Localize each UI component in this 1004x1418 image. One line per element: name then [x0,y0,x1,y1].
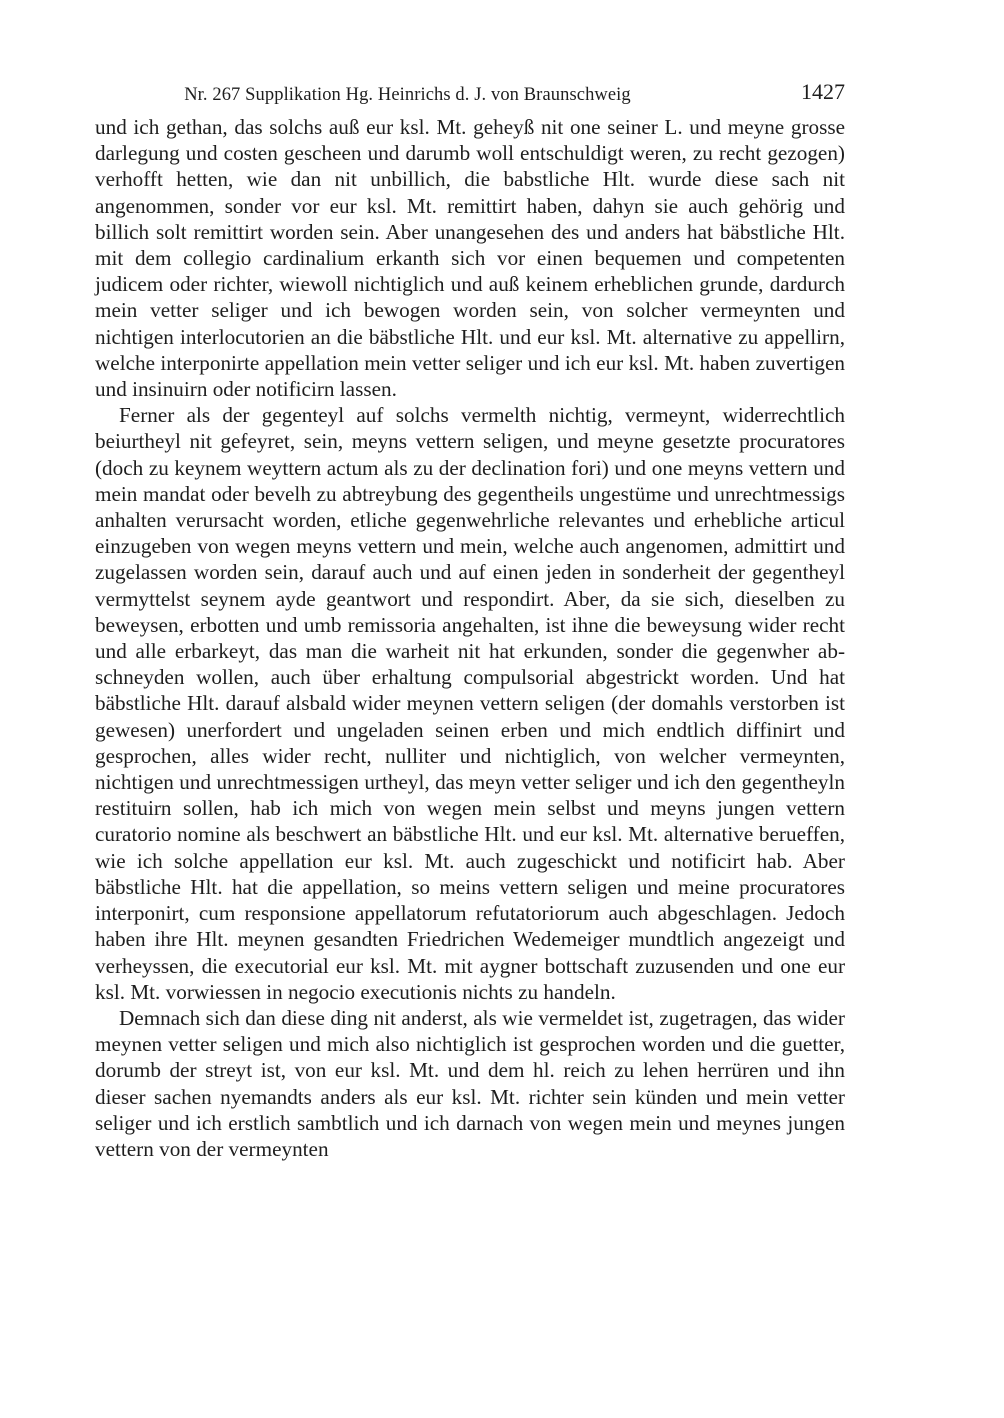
paragraph-1: und ich gethan, das solchs auß eur ksl. Mt. geheyß nit one seiner L. und meyne grosse darlegung und costen gescheen und darumb woll entschuldigt weren, zu recht gezogen) verhofft hetten, wie dan nit unbillich, die babstliche Hlt. wurde diese sach nit angenommen, sonder vor eur ksl. Mt. remittirt haben, dahyn sie auch gehörig und billich solt remittirt worden sein. Aber unangesehen des und anders hat bäbstliche Hlt. mit dem collegio cardinalium erkanth sich vor einen bequemen und competenten judicem oder richter, wiewoll nichtiglich und auß keinem erheblichen grunde, dardurch mein vetter seliger und ich bewogen worden sein, von solcher vermeynten und nichtigen interlocutorien an die bäbstliche Hlt. und eur ksl. Mt. alternative zu appellirn, welche interponirte appellation mein vetter seliger und ich eur ksl. Mt. haben zuvertigen und insinuirn oder notificirn lassen. [95,115,845,402]
paragraph-3: Demnach sich dan diese ding nit anderst, als wie vermeldet ist, zugetragen, das wider meynen vetter seligen und mich also nichtiglich ist gesprochen worden und die guetter, dorumb der streyt ist, von eur ksl. Mt. und dem hl. reich zu lehen herrüren und ihn dieser sachen nyemandts anders als eur ksl. Mt. richter sein künden und mein vetter seliger und ich erstlich sambtlich und ich darnach von wegen mein und meynes jungen vettern von der vermeynten [95,1005,845,1161]
page [95,80,845,1162]
page-number: 1427 [801,79,845,104]
paragraph-2: Ferner als der gegenteyl auf solchs vermelth nichtig, vermeynt, widerrechtlich beiurtheyl nit gefeyret, sein, meyns vettern seligen, und meyne gesetzte procuratores (doch zu keynem weyttern actum als zu der declination fori) und one meyns vettern und mein mandat oder bevelh zu abtreybung des gegentheils ungestüme und unrechtmessigs anhalten verursacht worden, etliche gegenwehrliche relevantes und erhebliche articul einzugeben von wegen meyns vettern und mein, welche auch angenomen, admittirt und zugelassen worden sein, darauf auch und auf einen jeden in sonderheit der gegentheyl vermyttelst seynem ayde geantwort und respondirt. Aber, da sie sich, dieselben zu beweysen, erbotten und umb remissoria angehalten, ist ihne die beweysung wider recht und alle erbarkeyt, das man die warheit nit hat erkunden, sonder die gegenwher abschneyden wollen, auch über erhaltung compulsorial abgestrickt worden. Und hat bäbstliche Hlt. darauf alsbald wider meynen vettern seligen (der domahls verstorben ist gewesen) unerfordert und ungeladen seinen erben und mich endtlich diffinirt und gesprochen, alles wider recht, nulliter und nichtiglich, von welcher vermeynten, nichtigen und unrechtmessigen urtheyl, das meyn vetter seliger und ich den gegentheyln restituirn sollen, hab ich mich von wegen mein selbst und meyns jungen vettern curatorio nomine als beschwert an bäbstliche Hlt. und eur ksl. Mt. alternative berueffen, wie ich solche appellation eur ksl. Mt. auch zugeschickt und notificirt hab. Aber bäbstliche Hlt. hat die appellation, so meins vettern seligen und meine procuratores interponirt, cum responsione appellatorum refutatoriorum auch abgeschlagen. Jedoch haben ihre Hlt. meynen gesandten Friedrichen Wedemeiger mundtlich angezeigt und verheyssen, die executorial eur ksl. Mt. mit aygner bottschaft zuzusenden und one eur ksl. Mt. vorwiessen in negocio executionis nichts zu handeln. [95,403,845,1004]
running-head [95,80,845,110]
running-head-title: Nr. 267 Supplikation Hg. Heinrichs d. J. von Braunschweig [184,85,631,105]
body-text [95,114,845,1162]
